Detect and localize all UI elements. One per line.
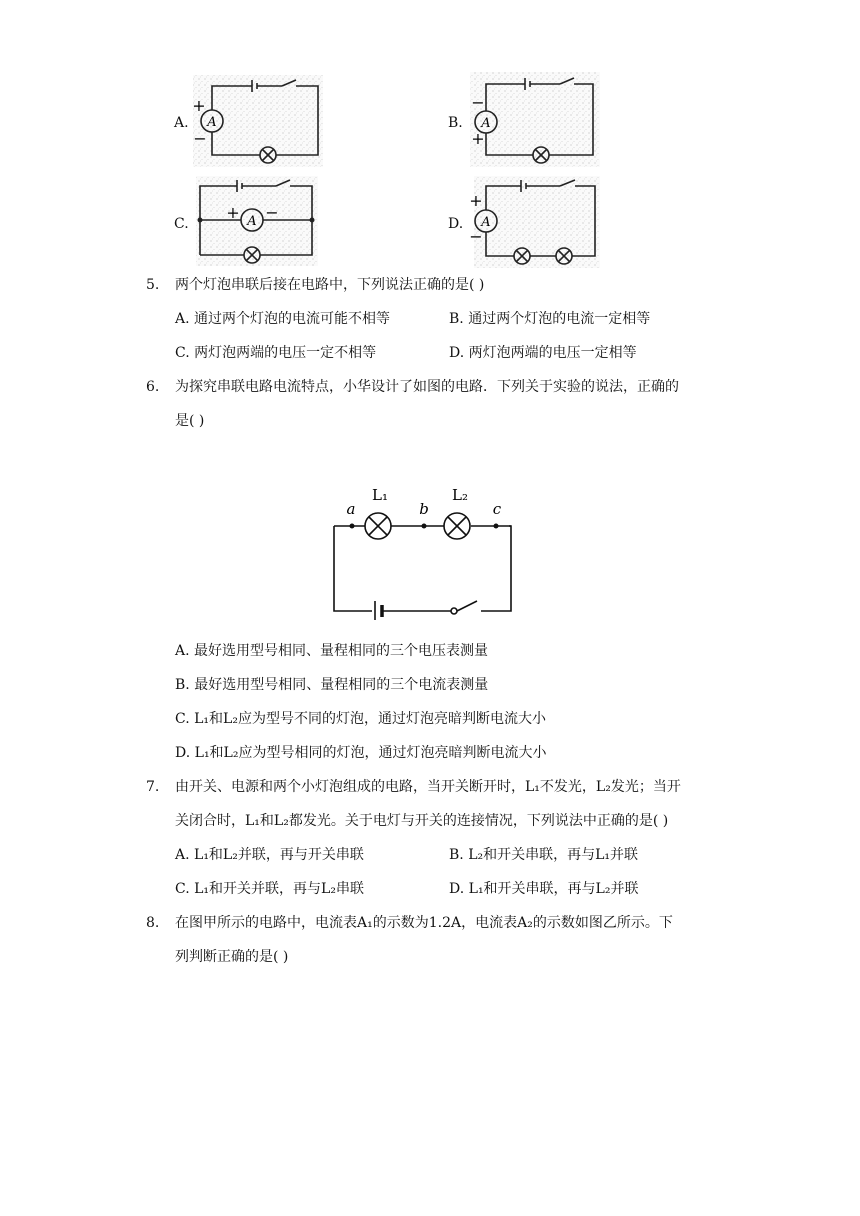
q5-option-c: C. 两灯泡两端的电压一定不相等 [175,345,377,361]
q6-number: 6. [146,379,160,395]
svg-text:−: − [193,129,207,148]
q7-option-c: C. L₁和开关并联，再与L₂串联 [175,881,364,897]
svg-text:+: + [192,96,206,115]
svg-text:+: + [471,129,485,148]
ammeter-icon: A [207,115,217,130]
q7-option-d: D. L₁和开关串联，再与L₂并联 [449,881,639,897]
q4-option-b-label: B. [448,115,463,131]
q5-option-d: D. 两灯泡两端的电压一定相等 [449,345,637,361]
q7-option-b: B. L₂和开关串联，再与L₁并联 [449,847,639,863]
q7-stem-line2: 关闭合时，L₁和L₂都发光。关于电灯与开关的连接情况，下列说法中正确的是( ) [175,813,669,829]
q5-option-a: A. 通过两个灯泡的电流可能不相等 [175,311,391,327]
circuit-b [470,72,600,167]
q8-number: 8. [146,915,160,931]
q5-stem: 两个灯泡串联后接在电路中，下列说法正确的是( ) [175,277,485,293]
q4-circuit-figures [0,0,860,280]
q6-option-c: C. L₁和L₂应为型号不同的灯泡，通过灯泡亮暗判断电流大小 [175,711,546,727]
circuit-d [469,176,600,268]
q5-option-b: B. 通过两个灯泡的电流一定相等 [449,311,651,327]
q8-stem-line1: 在图甲所示的电路中，电流表A₁的示数为1.2A，电流表A₂的示数如图乙所示。下 [175,915,673,931]
q6-circuit-figure [320,480,530,620]
q4-option-c-label: C. [174,216,189,232]
circuit-a [192,75,323,167]
q6-option-a: A. 最好选用型号相同、量程相同的三个电压表测量 [175,643,489,659]
q4-option-a-label: A. [174,115,189,131]
svg-text:−: − [469,227,483,246]
point-c-label: c [492,500,502,518]
circuit-c [196,176,318,266]
svg-text:A: A [481,215,491,230]
q7-option-a: A. L₁和L₂并联，再与开关串联 [175,847,364,863]
q5-number: 5. [146,277,160,293]
svg-text:−: − [265,203,279,222]
q6-stem-line2: 是( ) [175,413,205,429]
svg-text:A: A [247,214,257,229]
q7-stem-line1: 由开关、电源和两个小灯泡组成的电路，当开关断开时，L₁不发光，L₂发光；当开 [175,779,681,795]
svg-text:−: − [471,93,485,112]
svg-text:A: A [481,116,491,131]
lamp-l2-label: L₂ [452,486,468,504]
point-b-label: b [419,500,429,518]
svg-text:+: + [226,203,240,222]
q6-option-b: B. 最好选用型号相同、量程相同的三个电流表测量 [175,677,489,693]
lamp-l1-label: L₁ [372,486,388,504]
q7-number: 7. [146,779,160,795]
point-a-label: a [346,500,356,518]
q8-stem-line2: 列判断正确的是( ) [175,949,289,965]
q4-option-d-label: D. [448,216,464,232]
q6-option-d: D. L₁和L₂应为型号相同的灯泡，通过灯泡亮暗判断电流大小 [175,745,547,761]
svg-text:+: + [469,191,483,210]
q6-stem-line1: 为探究串联电路电流特点，小华设计了如图的电路．下列关于实验的说法，正确的 [175,379,679,395]
